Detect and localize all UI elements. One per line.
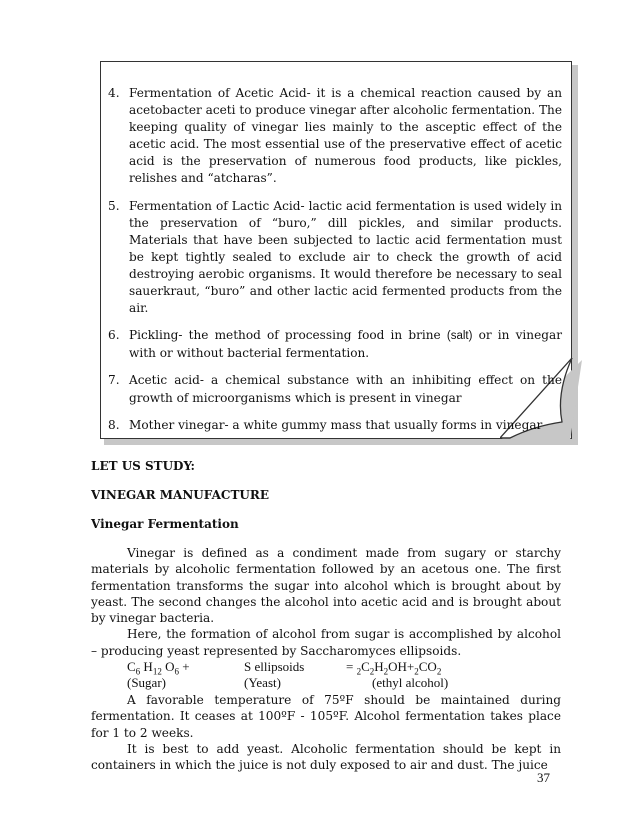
list-item: 8. Mother vinegar- a white gummy mass that usually forms in vinegar	[108, 417, 543, 432]
section-heading-vinegar-manufacture: VINEGAR MANUFACTURE	[91, 488, 269, 502]
paragraph: A favorable temperature of 75ºF should be maintained during fermentation. It ceases at 100ºF - 105ºF. Alcohol fermentation takes place for 1 to 2 weeks.	[91, 693, 561, 740]
list-item: 6. Pickling- the method of processing food in brine (salt) or in vinegar with or without bacterial fermentation.	[108, 328, 562, 361]
list-item: 7. Acetic acid- a chemical substance with an inhibiting effect on the growth of microorganisms which is present in vinegar	[108, 373, 562, 405]
term: Fermentation of Acetic Acid-	[129, 86, 311, 100]
page-number: 37	[537, 770, 550, 785]
term: Fermentation of Lactic Acid-	[129, 198, 305, 213]
body-text	[91, 545, 561, 774]
equation-yeast: S ellipsoids	[244, 659, 305, 675]
paragraph: Vinegar is defined as a condiment made from sugary or starchy materials by alcoholic fermentation followed by an acetous one. The first fermentation transforms the sugar into alcohol which is brought about by yeast. The second changes the alcohol into acetic acid and is brought about by vinegar bacteria.	[91, 546, 561, 626]
equation-reactant: $C_6$ $H_{12}$ $O_6$ +	[127, 659, 190, 677]
subheading-vinegar-fermentation: Vinegar Fermentation	[91, 517, 239, 531]
label-yeast: (Yeast)	[244, 675, 281, 691]
label-ethyl-alcohol: (ethyl alcohol)	[372, 675, 449, 691]
label-sugar: (Sugar)	[127, 675, 166, 691]
definitions-list	[108, 85, 562, 444]
fermentation-equation	[91, 659, 561, 692]
paragraph: It is best to add yeast. Alcoholic fermentation should be kept in containers in which the juice is not duly exposed to air and dust. The juice	[91, 741, 561, 773]
paragraph: Here, the formation of alcohol from sugar is accomplished by alcohol – producing yeast represented by Saccharomyces ellipsoids.	[91, 627, 561, 658]
list-item: 4. Fermentation of Acetic Acid- it is a chemical reaction caused by an acetobacter aceti to produce vinegar after alcoholic fermentation. The keeping quality of vinegar lies mainly to the asceptic effect of the acetic acid. The most essential use of the preservative effect of acetic acid is the preservation of numerous food products, like pickles, relishes and “atcharas”.	[108, 86, 563, 186]
section-heading-let-us-study: LET US STUDY:	[91, 459, 195, 473]
equation-products: = $_2C_2H_2OH+_2CO_2$	[346, 659, 442, 677]
list-item: 5. Fermentation of Lactic Acid- lactic acid fermentation is used widely in the preservation of “buro,” dill pickles, and similar products. Materials that have been subjected to lactic acid fermentation must be kept tightly sealed to exclude air to check the growth of acid destroying aerobic organisms. It would therefore be necessary to seal sauerkraut, “buro” and other lactic acid fermented products from the air.	[108, 198, 562, 316]
